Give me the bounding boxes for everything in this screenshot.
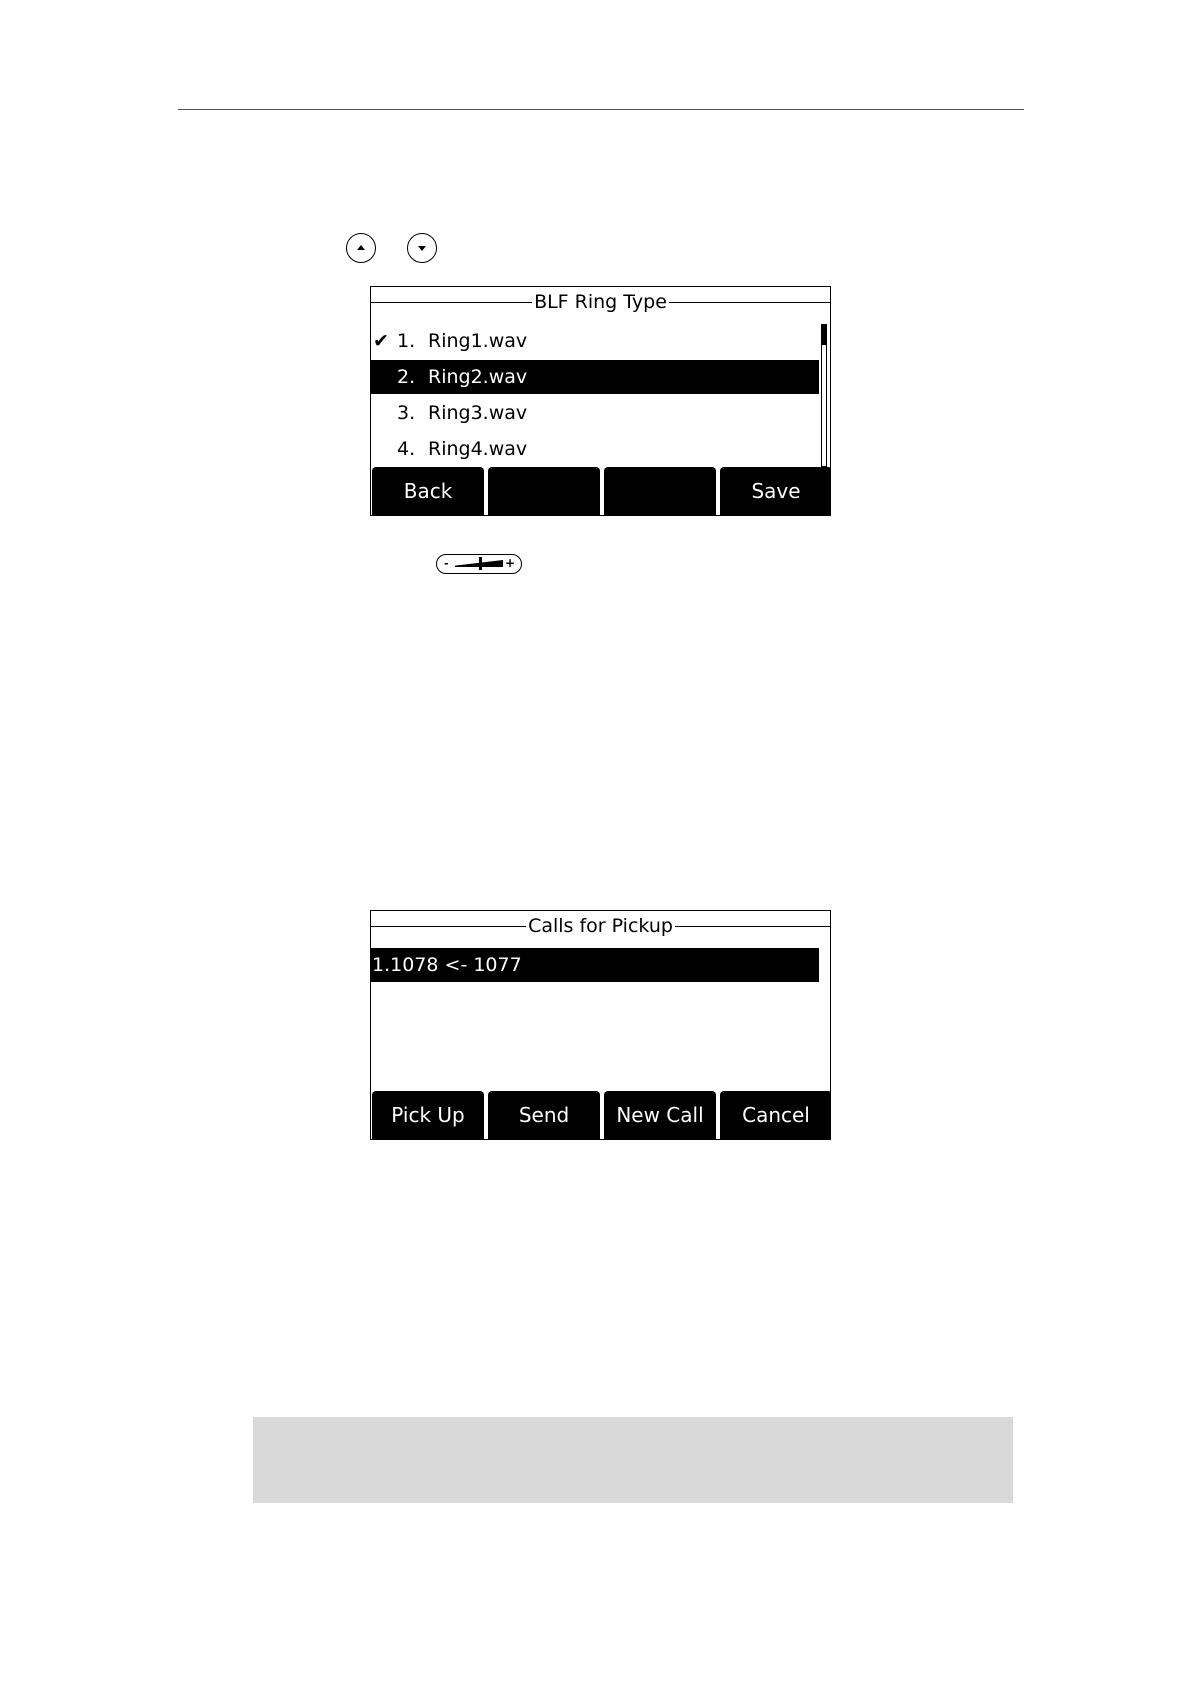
- item-number: 4.: [397, 438, 416, 460]
- list-item[interactable]: [371, 396, 819, 430]
- item-name: Ring4.wav: [428, 438, 528, 460]
- note-box: [253, 1417, 1013, 1503]
- volume-key-icon: - +: [436, 554, 522, 574]
- list-item[interactable]: [371, 360, 819, 394]
- softkey-3[interactable]: [604, 467, 716, 515]
- scrollbar[interactable]: [821, 324, 827, 467]
- screen-title: Calls for Pickup: [528, 915, 673, 937]
- calls-for-pickup-screen: [370, 910, 831, 1140]
- screen-title: BLF Ring Type: [534, 291, 667, 313]
- send-softkey[interactable]: Send: [488, 1091, 600, 1139]
- list-item[interactable]: [371, 324, 819, 358]
- softkey-2[interactable]: [488, 467, 600, 515]
- navigation-down-key-icon: [407, 233, 437, 263]
- navigation-up-key-icon: [346, 233, 376, 263]
- call-entry: 1.1078 <- 1077: [372, 954, 522, 976]
- item-name: Ring2.wav: [428, 366, 528, 388]
- back-softkey[interactable]: Back: [372, 467, 484, 515]
- new-call-softkey[interactable]: New Call: [604, 1091, 716, 1139]
- softkey-bar: [371, 467, 830, 515]
- item-number: 2.: [397, 366, 416, 388]
- scrollbar-thumb[interactable]: [822, 325, 826, 345]
- item-number: 3.: [397, 402, 416, 424]
- list-item[interactable]: [371, 948, 819, 982]
- header-rule: [178, 109, 1024, 110]
- cancel-softkey[interactable]: Cancel: [720, 1091, 831, 1139]
- item-name: Ring1.wav: [428, 330, 528, 352]
- blf-ring-type-screen: [370, 286, 831, 516]
- pick-up-softkey[interactable]: Pick Up: [372, 1091, 484, 1139]
- save-softkey[interactable]: Save: [720, 467, 831, 515]
- checkmark-icon: ✔: [373, 330, 389, 352]
- softkey-bar: [371, 1091, 830, 1139]
- item-number: 1.: [397, 330, 416, 352]
- list-item[interactable]: [371, 432, 819, 466]
- item-name: Ring3.wav: [428, 402, 528, 424]
